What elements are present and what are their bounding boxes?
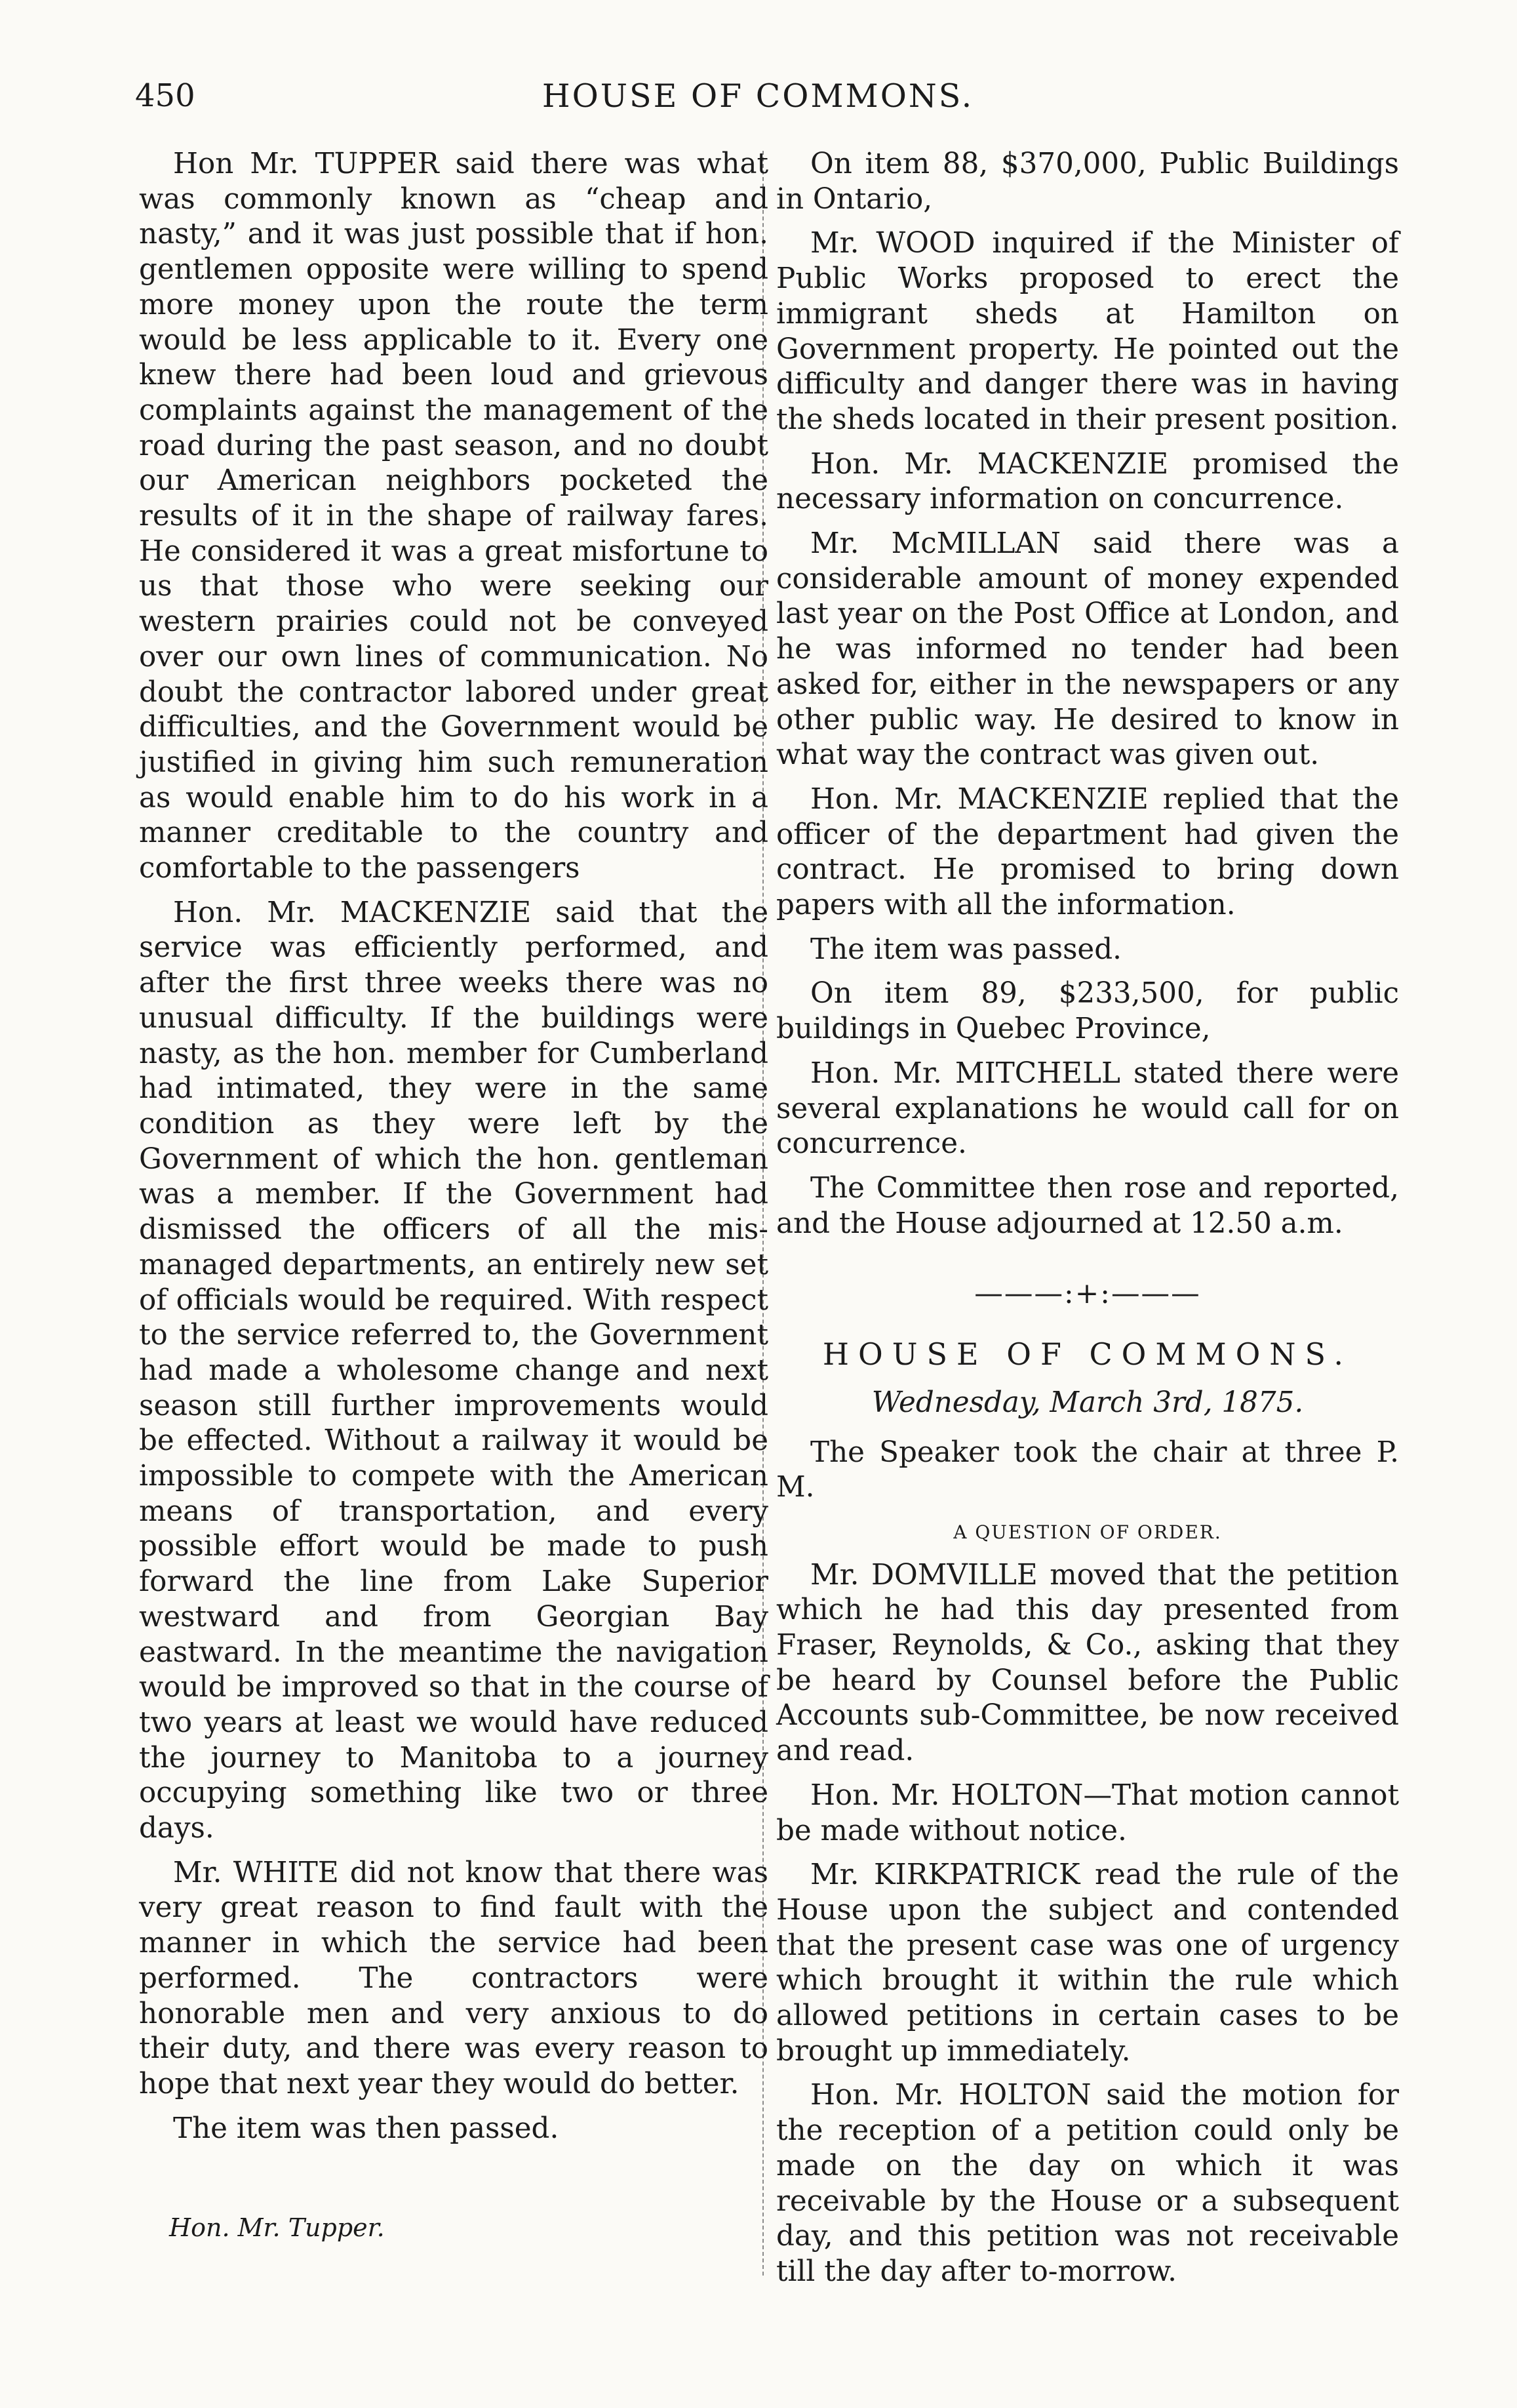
footer-note: Hon. Mr. Tupper. — [169, 2213, 385, 2242]
mackenzie-promise-paragraph: Hon. Mr. MACKENZIE promised the necessary information on concurrence. — [776, 447, 1399, 516]
mackenzie-reply-paragraph: Hon. Mr. MACKENZIE replied that the officer of the department had given the contract. He promised to bring down papers with all the information. — [776, 782, 1399, 922]
section-heading: HOUSE OF COMMONS. — [822, 1336, 1353, 1373]
left-column — [139, 147, 768, 2156]
domville-paragraph: Mr. DOMVILLE moved that the petition which he had this day presented from Fraser, Reynolds, & Co., asking that they be heard by Counsel before the Public Accounts sub-Committee, be now received and read. — [776, 1558, 1399, 1768]
white-paragraph: Mr. WHITE did not know that there was very great reason to find fault with the manner in which the service had been performed. The contractors were honorable men and very anxious to do their duty, and there was every reason to hope that next year they would do better. — [139, 1856, 768, 2100]
subsection-heading: A QUESTION OF ORDER. — [953, 1521, 1222, 1543]
page-number: 450 — [135, 77, 195, 114]
mitchell-paragraph: Hon. Mr. MITCHELL stated there were several explanations he would call for on concurrence. — [776, 1056, 1399, 1161]
kirkpatrick-paragraph: Mr. KIRKPATRICK read the rule of the House upon the subject and contended that the present case was one of urgency which brought it within the rule which allowed petitions in certain cases to be brought up immediately. — [776, 1858, 1399, 2068]
holton-motion-paragraph: Hon. Mr. HOLTON said the motion for the reception of a petition could only be made on the day on which it was receivable by the House or a subsequent day, and this petition was not receivable till the day after to-morrow. — [776, 2079, 1399, 2288]
tupper-paragraph: Hon Mr. TUPPER said there was what was commonly known as “cheap and nasty,” and it was just possible that if hon. gentlemen opposite were willing to spend more money upon the route the term would be less applicable to it. Every one knew there had been loud and grievous complaints against the management of the road during the past season, and no doubt our American neighbors pocketed the results of it in the shape of railway fares. He considered it was a great misfortune to us that those who were seeking our western prairies could not be conveyed over our own lines of communication. No doubt the contractor labored under great difficulties, and the Government would be justified in giving him such remuneration as would enable him to do his work in a manner creditable to the country and comfortable to the passengers — [139, 148, 768, 885]
right-column — [776, 147, 1399, 2299]
item-89-paragraph: On item 89, $233,500, for public buildings in Quebec Province, — [776, 977, 1399, 1046]
section-divider: ———:+:——— — [974, 1277, 1201, 1311]
page-title: HOUSE OF COMMONS. — [542, 77, 974, 115]
committee-paragraph: The Committee then rose and reported, and the House adjourned at 12.50 a.m. — [776, 1171, 1399, 1240]
speaker-paragraph: The Speaker took the chair at three P. M. — [776, 1435, 1399, 1504]
mackenzie-paragraph: Hon. Mr. MACKENZIE said that the service was efficiently performed, and after the first three weeks there was no unusual difficulty. If the buildings were nasty, as the hon. member for Cumberland had intimated, they were in the same condition as they were left by the Government of which the hon. gentleman was a member. If the Government had dismissed the officers of all the mis-managed departments, an entirely new set of officials would be required. With respect to the service referred to, the Government had made a wholesome change and next season still further improvements would be effected. Without a railway it would be impossible to compete with the American means of transportation, and every possible effort would be made to push forward the line from Lake Superior westward and from Georgian Bay eastward. In the meantime the navigation would be improved so that in the course of two years at least we would have reduced the journey to Manitoba to a journey occupying something like two or three days. — [139, 896, 768, 1845]
item-88-paragraph: On item 88, $370,000, Public Buildings in Ontario, — [776, 148, 1399, 216]
item-passed-paragraph: The item was then passed. — [173, 2112, 559, 2145]
wood-paragraph: Mr. WOOD inquired if the Minister of Public Works proposed to erect the immigrant sheds at Hamilton on Government property. He pointed out the difficulty and danger there was in having the sheds located in their present position. — [776, 227, 1399, 436]
holton-paragraph: Hon. Mr. HOLTON—That motion cannot be made without notice. — [776, 1778, 1399, 1847]
page-header — [135, 77, 1381, 130]
mcmillan-paragraph: Mr. McMILLAN said there was a considerable amount of money expended last year on the Post Office at London, and he was informed no tender had been asked for, either in the newspapers or any other public way. He desired to know in what way the contract was given out. — [776, 527, 1399, 772]
item-passed-paragraph-2: The item was passed. — [810, 933, 1122, 966]
session-date: Wednesday, March 3rd, 1875. — [871, 1386, 1304, 1419]
